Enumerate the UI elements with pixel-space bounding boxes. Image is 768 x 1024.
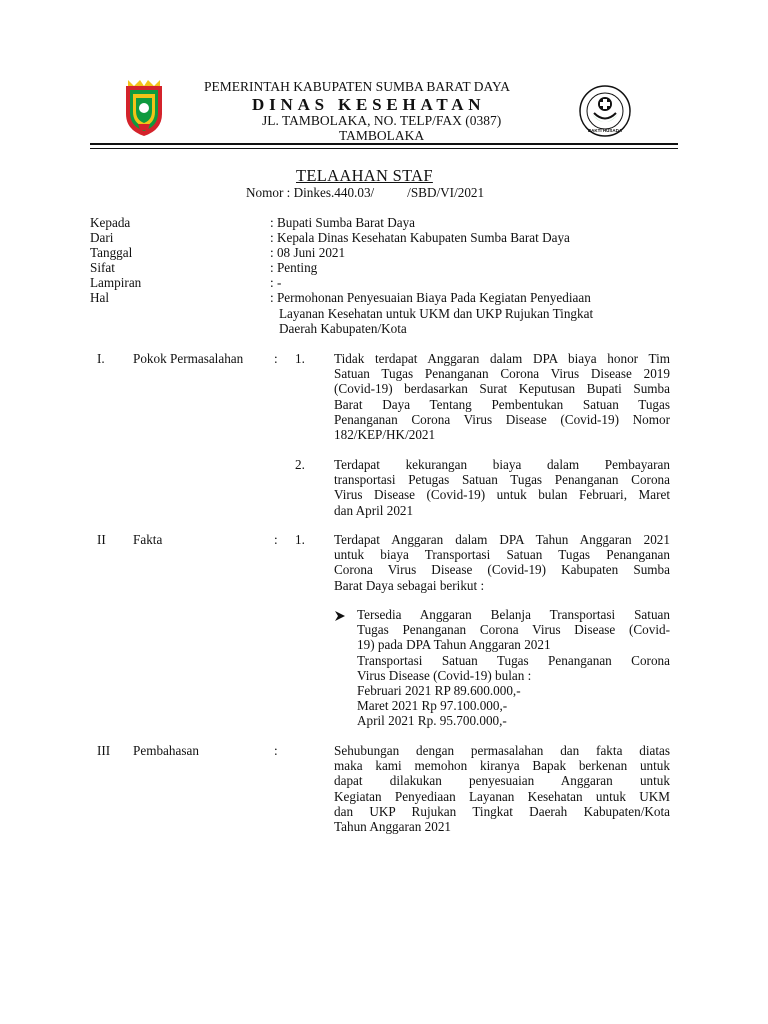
meta-label-tanggal: Tanggal <box>90 245 133 260</box>
bakti-husada-logo-text: BAKTI HUSADA <box>587 128 623 133</box>
paragraph-line: Tidak terdapat Anggaran dalam DPA biaya honor Tim <box>334 351 670 366</box>
letterhead-agency: DINAS KESEHATAN <box>252 95 486 114</box>
item-number: 1. <box>295 351 305 366</box>
bakti-husada-logo <box>578 84 632 138</box>
paragraph-line: Satuan Tugas Penanganan Corona Virus Disease 2019 <box>334 366 670 382</box>
paragraph-line: Corona Virus Disease (Covid-19) Kabupaten Sumba <box>334 562 670 578</box>
item-paragraph <box>334 351 670 442</box>
meta-label-dari: Dari <box>90 230 114 245</box>
paragraph-line: Tersedia Anggaran Belanja Transportasi Satuan <box>357 607 670 622</box>
paragraph-line: Barat Daya sebagai berikut : <box>334 577 485 593</box>
meta-label-kepada: Kepada <box>90 215 131 230</box>
meta-value-kepada: : Bupati Sumba Barat Daya <box>270 215 416 230</box>
section-number: II <box>97 532 106 547</box>
paragraph-line: Tugas Penanganan Corona Virus Disease (Covid- <box>357 622 670 638</box>
paragraph-line: Sehubungan dengan permasalahan dan fakta diatas <box>334 743 670 758</box>
document-title: TELAAHAN STAF <box>296 166 433 185</box>
item-paragraph <box>334 743 670 834</box>
paragraph-line: (Covid-19) berdasarkan Surat Keputusan Bupati Sumba <box>334 381 670 397</box>
meta-label-lampiran: Lampiran <box>90 275 142 290</box>
section-number: III <box>97 743 111 758</box>
letterhead-address: JL. TAMBOLAKA, NO. TELP/FAX (0387) <box>262 113 502 128</box>
paragraph-line: Kegiatan Penyediaan Layanan Kesehatan untuk UKM <box>334 788 670 804</box>
meta-value-tanggal: : 08 Juni 2021 <box>270 245 346 260</box>
meta-value-lampiran: : - <box>270 275 282 290</box>
paragraph-line: Tahun Anggaran 2021 <box>334 819 452 835</box>
section-title: Pembahasan <box>133 743 199 758</box>
section-title: Pokok Permasalahan <box>133 351 244 366</box>
section-title: Fakta <box>133 532 163 547</box>
meta-value-hal-cont: Layanan Kesehatan untuk UKM dan UKP Rujukan Tingkat <box>279 306 594 321</box>
item-paragraph <box>334 532 670 593</box>
meta-value-sifat: : Penting <box>270 260 318 275</box>
paragraph-line: dapat dilakukan penyesuaian Anggaran untuk <box>334 773 670 789</box>
item-number: 1. <box>295 532 305 547</box>
letterhead-government: PEMERINTAH KABUPATEN SUMBA BARAT DAYA <box>204 79 510 94</box>
paragraph-line: Terdapat kekurangan biaya dalam Pembayaran <box>334 457 670 472</box>
paragraph-line: maka kami memohon kiranya Bapak berkenan untuk <box>334 758 670 774</box>
item-paragraph <box>334 457 670 518</box>
bullet-paragraph <box>357 607 670 729</box>
paragraph-line: Februari 2021 RP 89.600.000,- <box>357 683 521 699</box>
paragraph-line: Terdapat Anggaran dalam DPA Tahun Anggaran 2021 <box>334 532 670 547</box>
paragraph-line: 182/KEP/HK/2021 <box>334 427 436 443</box>
paragraph-line: dan April 2021 <box>334 502 414 518</box>
meta-label-sifat: Sifat <box>90 260 115 275</box>
item-number: 2. <box>295 457 305 472</box>
meta-value-hal: : Permohonan Penyesuaian Biaya Pada Kegiatan Penyediaan <box>270 290 591 305</box>
section-colon: : <box>274 743 278 758</box>
paragraph-line: Penanganan Corona Virus Disease (Covid-19) Nomor <box>334 411 670 427</box>
paragraph-line: Virus Disease (Covid-19) bulan : <box>357 667 532 683</box>
section-colon: : <box>274 351 278 366</box>
paragraph-line: dan UKP Rujukan Tingkat Daerah Kabupaten/Kota <box>334 803 670 819</box>
meta-label-hal: Hal <box>90 290 110 305</box>
paragraph-line: Transportasi Satuan Tugas Penanganan Corona <box>357 652 670 668</box>
letterhead-city: TAMBOLAKA <box>339 128 425 143</box>
paragraph-line: April 2021 Rp. 95.700.000,- <box>357 713 507 729</box>
letterhead-divider-thick <box>90 143 678 145</box>
section-colon: : <box>274 532 278 547</box>
paragraph-line: transportasi Petugas Satuan Tugas Penanganan Corona <box>334 472 670 488</box>
letterhead-divider-thin <box>90 148 678 149</box>
arrow-bullet-icon <box>334 609 346 621</box>
paragraph-line: 19) pada DPA Tahun Anggaran 2021 <box>357 637 551 653</box>
paragraph-line: Barat Daya Tentang Pembentukan Satuan Tugas <box>334 396 670 412</box>
paragraph-line: Maret 2021 Rp 97.100.000,- <box>357 698 508 714</box>
paragraph-line: untuk biaya Transportasi Satuan Tugas Penanganan <box>334 547 670 563</box>
section-number: I. <box>97 351 105 366</box>
paragraph-line: Virus Disease (Covid-19) untuk bulan Februari, Maret <box>334 487 670 503</box>
meta-value-hal-cont: Daerah Kabupaten/Kota <box>279 321 407 336</box>
meta-value-dari: : Kepala Dinas Kesehatan Kabupaten Sumba Barat Daya <box>270 230 570 245</box>
document-number: Nomor : Dinkes.440.03/ /SBD/VI/2021 <box>246 185 485 200</box>
regency-emblem-logo <box>120 78 168 138</box>
